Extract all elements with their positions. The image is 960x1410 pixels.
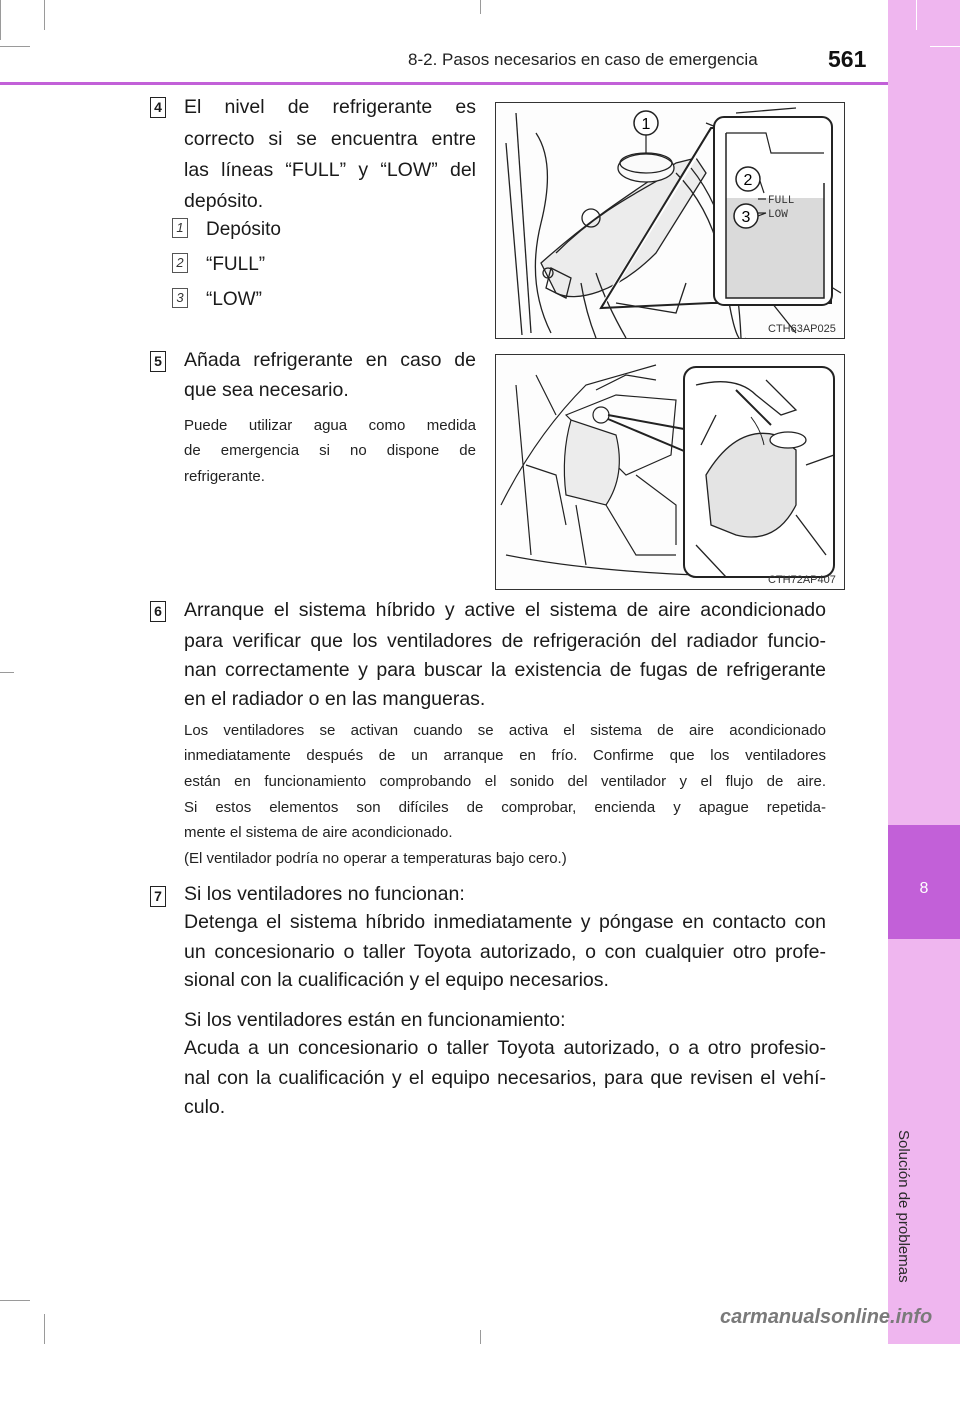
step-6-note-line: inmediatamente después de un arranque en frío. Confirme que los ventiladores	[184, 747, 826, 764]
header-rule	[0, 82, 888, 85]
step-7-line: Acuda a un concesionario o taller Toyota autorizado, o a otro profesio-	[184, 1037, 826, 1059]
step-6-line: Arranque el sistema híbrido y active el sistema de aire acondicionado	[184, 599, 826, 621]
step-5-note-line: Puede utilizar agua como medida	[184, 417, 476, 434]
step-4-line: correcto si se encuentra entre	[184, 128, 476, 150]
step-5-note-line: refrigerante.	[184, 468, 265, 485]
step-7-line: culo.	[184, 1096, 226, 1118]
full-mark-label: FULL	[768, 195, 795, 207]
step-7-line: Detenga el sistema híbrido inmediatamente y póngase en contacto con	[184, 911, 826, 933]
item-text-full: “FULL”	[206, 254, 266, 275]
step-6-line: para verificar que los ventiladores de refrigeración del radiador funcio-	[184, 630, 826, 652]
item-text-low: “LOW”	[206, 289, 262, 310]
step-7-marker: 7	[150, 886, 166, 907]
figure-code: CTH72AP407	[768, 574, 836, 586]
item-number: 2	[172, 253, 188, 273]
chapter-number: 8	[919, 880, 929, 897]
step-5-line: que sea necesario.	[184, 379, 349, 401]
figure-code: CTH63AP025	[768, 323, 836, 335]
crop-mark	[0, 672, 14, 673]
section-title: 8-2. Pasos necesarios en caso de emergencia	[408, 50, 758, 69]
item-number: 3	[172, 288, 188, 308]
svg-text:3: 3	[741, 209, 751, 226]
step-4-line: las líneas “FULL” y “LOW” del	[184, 159, 476, 181]
item-text-deposito: Depósito	[206, 219, 281, 240]
step-5-marker: 5	[150, 351, 166, 372]
crop-mark	[480, 1330, 481, 1344]
crop-mark	[916, 0, 917, 30]
crop-mark	[44, 1314, 45, 1344]
step-6-note-line: están en funcionamiento comprobando el sonido del ventilador y el flujo de aire.	[184, 773, 826, 790]
callout-1	[634, 111, 658, 153]
crop-mark	[480, 0, 481, 14]
crop-mark	[0, 46, 30, 47]
crop-mark	[0, 1300, 30, 1301]
svg-text:2: 2	[743, 172, 753, 189]
crop-mark	[44, 0, 45, 30]
low-mark-label: LOW	[768, 209, 788, 221]
step-6-note-line: Si estos elementos son difíciles de comprobar, encienda y apague repetida-	[184, 799, 826, 816]
step-6-note-line: (El ventilador podría no operar a temperaturas bajo cero.)	[184, 850, 567, 867]
step-7-line: un concesionario o taller Toyota autorizado, o con cualquier otro profe-	[184, 941, 826, 963]
step-7-line: Si los ventiladores están en funcionamiento:	[184, 1009, 566, 1031]
engine-bay-illustration	[496, 103, 845, 339]
step-4-line: El nivel de refrigerante es	[184, 96, 476, 118]
step-6-note-line: Los ventiladores se activan cuando se activa el sistema de aire acondicionado	[184, 722, 826, 739]
step-7-line: Si los ventiladores no funcionan:	[184, 883, 465, 905]
step-6-note-line: mente el sistema de aire acondicionado.	[184, 824, 453, 841]
add-coolant-figure	[495, 354, 845, 590]
step-5-line: Añada refrigerante en caso de	[184, 349, 476, 371]
step-7-line: nal con la cualificación y el equipo necesarios, para que revisen el vehí-	[184, 1067, 826, 1089]
step-6-line: en el radiador o en las mangueras.	[184, 688, 486, 710]
page-number: 561	[828, 46, 867, 72]
engine-bay-refill-illustration	[496, 355, 845, 590]
step-6-line: nan correctamente y para buscar la existencia de fugas de refrigerante	[184, 659, 826, 681]
step-7-line: sional con la cualificación y el equipo necesarios.	[184, 969, 609, 991]
chapter-label: Solución de problemas	[895, 1130, 912, 1283]
item-number: 1	[172, 218, 188, 238]
crop-mark	[0, 0, 1, 40]
step-4-line: depósito.	[184, 190, 264, 212]
step-6-marker: 6	[150, 601, 166, 622]
svg-text:1: 1	[641, 116, 651, 133]
step-5-note-line: de emergencia si no dispone de	[184, 442, 476, 459]
coolant-reservoir-figure	[495, 102, 845, 339]
watermark: carmanualsonline.info	[720, 1306, 933, 1328]
step-4-marker: 4	[150, 97, 166, 118]
crop-mark	[930, 46, 960, 47]
